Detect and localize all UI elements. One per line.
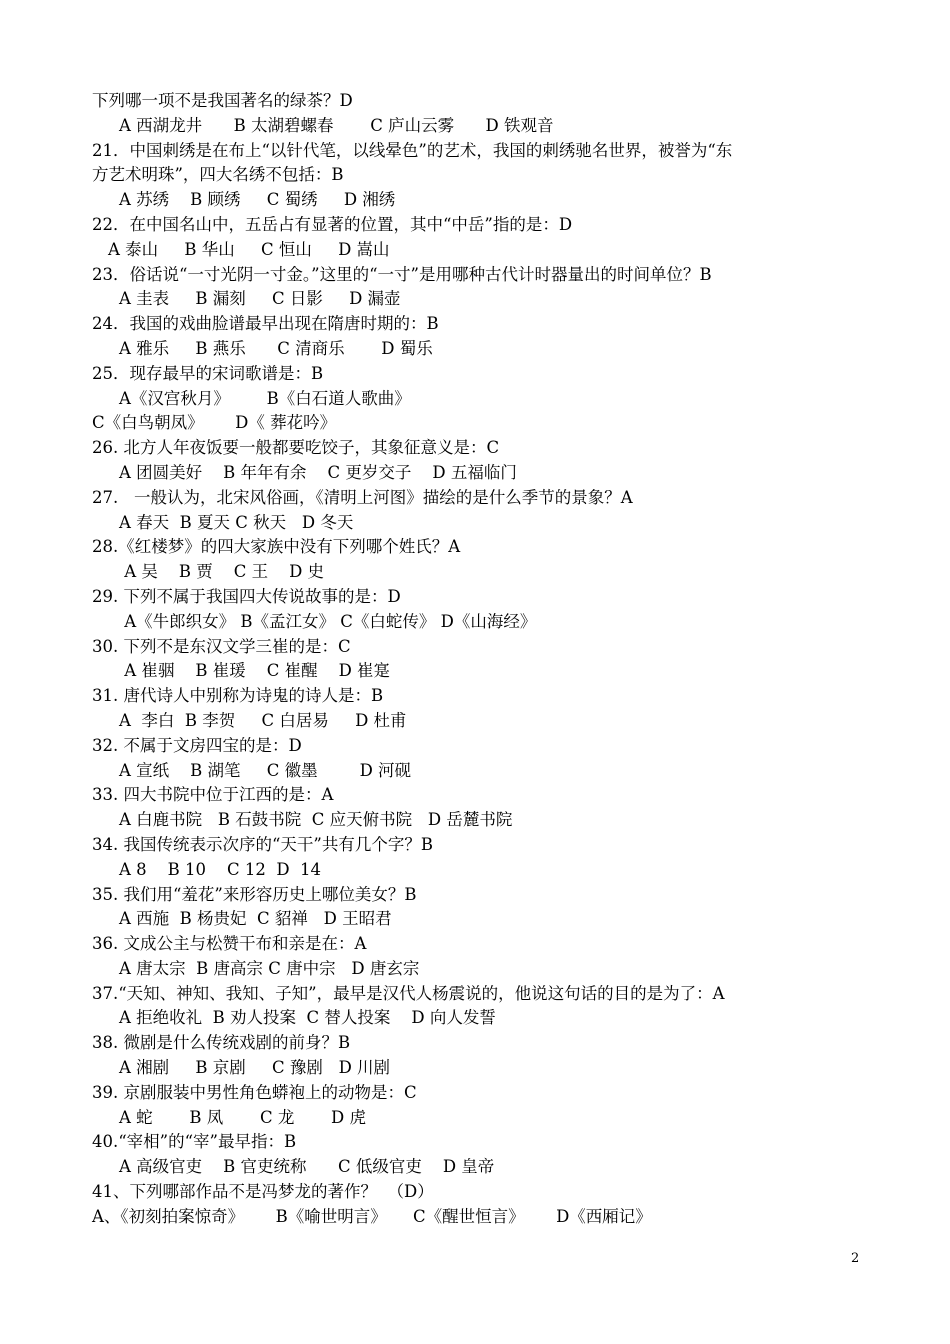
question-line: 28.《红楼梦》的四大家族中没有下列哪个姓氏？A	[92, 537, 461, 557]
options-line: A、《初刻拍案惊奇》 B《喻世明言》 C《醒世恒言》 D《西厢记》	[92, 1206, 652, 1226]
question-line: 35. 我们用“羞花”来形容历史上哪位美女？B	[92, 884, 417, 904]
options-line: A 西湖龙井 B 太湖碧螺春 C 庐山云雾 D 铁观音	[119, 115, 554, 135]
question-line: 29. 下列不属于我国四大传说故事的是：D	[92, 586, 401, 606]
options-line: A 西施 B 杨贵妃 C 貂禅 D 王昭君	[119, 909, 392, 929]
question-line: 39. 京剧服装中男性角色蟒袍上的动物是：C	[92, 1082, 417, 1102]
options-line: A 泰山 B 华山 C 恒山 D 嵩山	[108, 239, 390, 259]
question-line: 33. 四大书院中位于江西的是：A	[92, 785, 334, 805]
options-line: A《汉宫秋月》 B《白石道人歌曲》	[119, 388, 411, 408]
page-number: 2	[851, 1251, 860, 1266]
options-line: C《白鸟朝凤》 D《 葬花吟》	[92, 413, 337, 433]
question-line: 31. 唐代诗人中别称为诗鬼的诗人是：B	[92, 686, 384, 706]
question-line: 36. 文成公主与松赞干布和亲是在：A	[92, 934, 367, 954]
options-line: A 白鹿书院 B 石鼓书院 C 应天俯书院 D 岳麓书院	[119, 810, 513, 830]
options-line: A 宣纸 B 湖笔 C 徽墨 D 河砚	[119, 760, 412, 780]
question-line: 27. 一般认为，北宋风俗画，《清明上河图》描绘的是什么季节的景象？A	[92, 487, 633, 507]
question-line: 38. 微剧是什么传统戏剧的前身？B	[92, 1033, 351, 1053]
question-line: 22．在中国名山中，五岳占有显著的位置，其中“中岳”指的是：D	[92, 214, 573, 234]
question-line: 26. 北方人年夜饭要一般都要吃饺子，其象征意义是：C	[92, 438, 500, 458]
options-line: A 崔骃 B 崔瑗 C 崔醒 D 崔寔	[119, 661, 391, 681]
question-list	[92, 89, 882, 1230]
options-line: A 李白 B 李贺 C 白居易 D 杜甫	[119, 710, 407, 730]
options-line: A 吴 B 贾 C 王 D 史	[119, 562, 325, 582]
options-line: A 高级官吏 B 官吏统称 C 低级官吏 D 皇帝	[119, 1157, 495, 1177]
question-line: 21．中国刺绣是在布上“以针代笔，以线晕色”的艺术，我国的刺绣驰名世界，被誉为“东	[92, 140, 733, 160]
question-line: 40.“宰相”的“宰”最早指：B	[92, 1132, 297, 1152]
options-line: A 团圆美好 B 年年有余 C 更岁交子 D 五福临门	[119, 462, 517, 482]
options-line: A 雅乐 B 燕乐 C 清商乐 D 蜀乐	[119, 338, 433, 358]
options-line: A《牛郎织女》 B《孟江女》 C《白蛇传》 D《山海经》	[119, 611, 537, 631]
options-line: A 苏绣 B 顾绣 C 蜀绣 D 湘绣	[119, 190, 396, 210]
question-line: 方艺术明珠”，四大名绣不包括：B	[92, 165, 344, 185]
question-line: 37.“天知、神知、我知、子知”，最早是汉代人杨震说的，他说这句话的目的是为了：A	[92, 983, 725, 1003]
options-line: A 唐太宗 B 唐高宗 C 唐中宗 D 唐玄宗	[119, 958, 420, 978]
options-line: A 蛇 B 凤 C 龙 D 虎	[119, 1107, 367, 1127]
options-line: A 拒绝收礼 B 劝人投案 C 替人投案 D 向人发誓	[119, 1008, 496, 1028]
options-line: A 圭表 B 漏刻 C 日影 D 漏壶	[119, 289, 401, 309]
question-line: 32. 不属于文房四宝的是：D	[92, 735, 302, 755]
question-line: 23．俗话说“一寸光阴一寸金。”这里的“一寸”是用哪种古代计时器量出的时间单位？B	[92, 264, 712, 284]
question-line: 25．现存最早的宋词歌谱是：B	[92, 363, 324, 383]
options-line: A 8 B 10 C 12 D 14	[119, 859, 322, 879]
question-line: 41、下列哪部作品不是冯梦龙的著作？ （D）	[92, 1182, 434, 1202]
question-line: 下列哪一项不是我国著名的绿茶？D	[92, 91, 353, 110]
question-line: 30. 下列不是东汉文学三崔的是：C	[92, 636, 351, 656]
options-line: A 湘剧 B 京剧 C 豫剧 D 川剧	[119, 1058, 391, 1078]
question-line: 24．我国的戏曲脸谱最早出现在隋唐时期的：B	[92, 314, 439, 334]
options-line: A 春天 B 夏天 C 秋天 D 冬天	[119, 512, 354, 532]
question-line: 34. 我国传统表示次序的“天干”共有几个字？B	[92, 834, 433, 854]
